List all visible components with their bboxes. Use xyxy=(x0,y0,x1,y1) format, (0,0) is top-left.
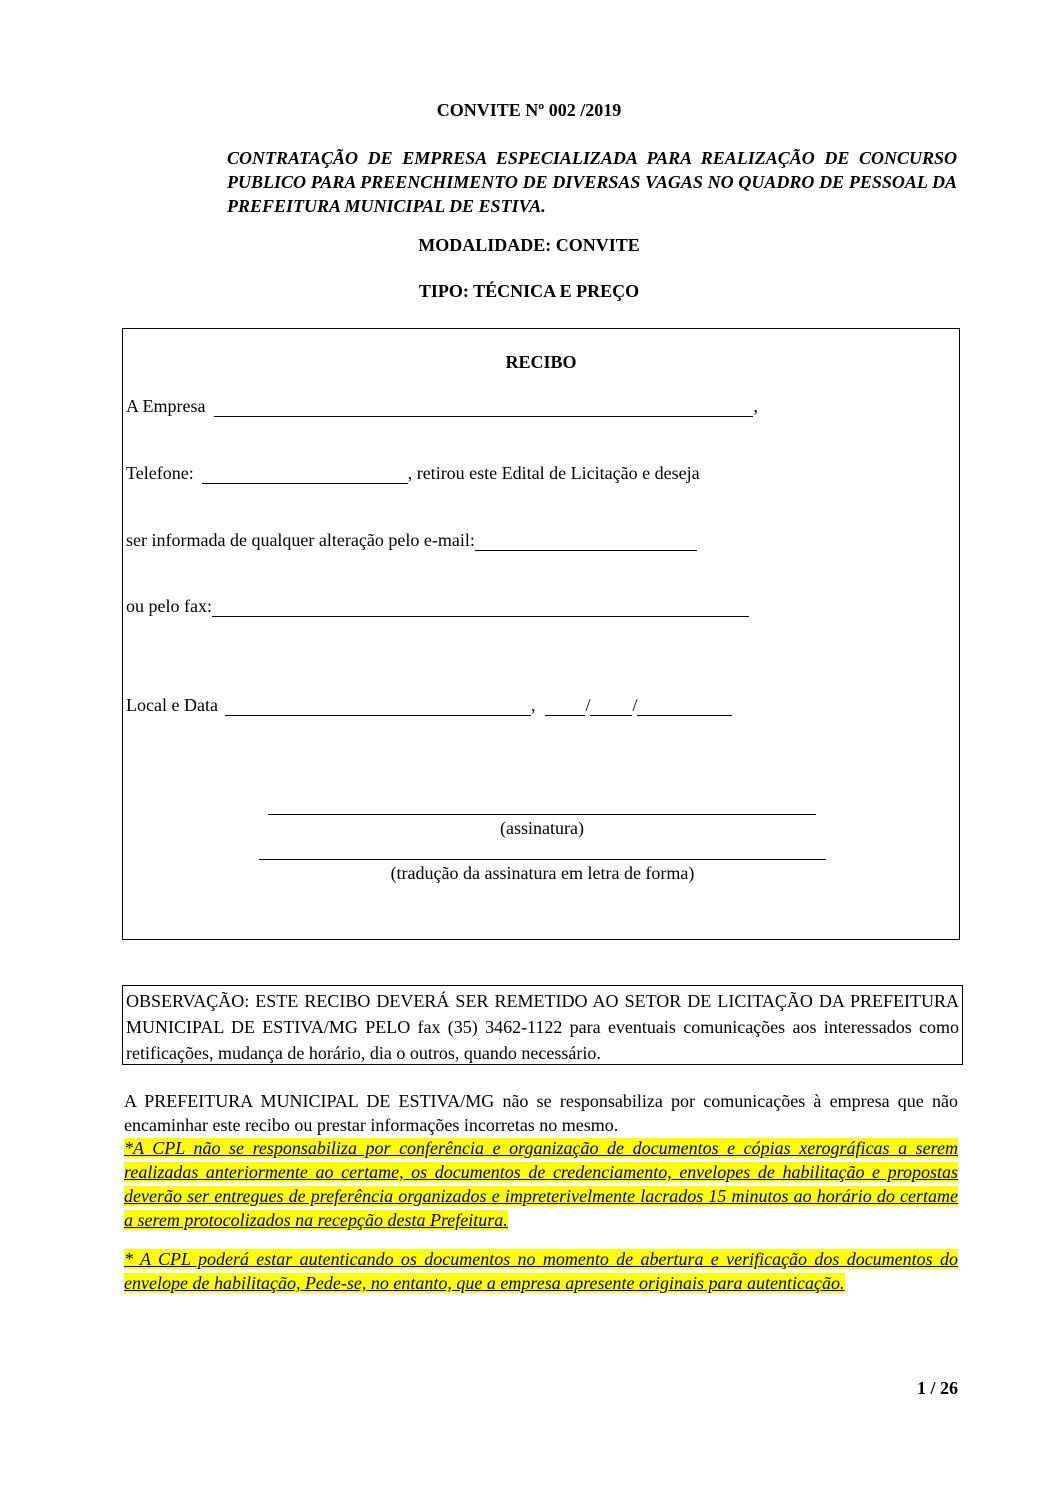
printed-name-caption: (tradução da assinatura em letra de forma) xyxy=(390,863,695,883)
fax-field[interactable] xyxy=(212,598,749,617)
local-data-row xyxy=(126,695,732,716)
document-subject: CONTRATAÇÃO DE EMPRESA ESPECIALIZADA PARA REALIZAÇÃO DE CONCURSO PUBLICO PARA PREENCHIMENTO DE DIVERSAS VAGAS NO QUADRO DE PESSOAL DA PREFEITURA MUNICIPAL DE ESTIVA. xyxy=(227,148,957,216)
telefone-label: Telefone: xyxy=(126,463,194,483)
signature-caption: (assinatura) xyxy=(500,818,584,838)
local-data-label: Local e Data xyxy=(126,695,218,715)
local-comma: , xyxy=(530,695,536,715)
telefone-field[interactable] xyxy=(202,465,408,484)
month-field[interactable] xyxy=(590,697,632,716)
nota-cpl-2 xyxy=(124,1247,958,1295)
empresa-row xyxy=(126,396,758,417)
printed-name-line[interactable] xyxy=(259,859,826,860)
email-row xyxy=(126,530,697,551)
local-field[interactable] xyxy=(225,697,531,716)
observacao-box: OBSERVAÇÃO: ESTE RECIBO DEVERÁ SER REMETIDO AO SETOR DE LICITAÇÃO DA PREFEITURA MUNICIPAL DE ESTIVA/MG PELO fax (35) 3462-1122 para eventuais comunicações aos interessados como retificações, mudança de horário, dia o outros, quando necessário. xyxy=(122,985,963,1065)
empresa-label: A Empresa xyxy=(126,396,206,416)
date-separator: / xyxy=(632,695,638,715)
email-field[interactable] xyxy=(475,532,697,551)
empresa-field[interactable] xyxy=(214,398,753,417)
year-field[interactable] xyxy=(637,697,732,716)
aviso-paragraph: A PREFEITURA MUNICIPAL DE ESTIVA/MG não se responsabiliza por comunicações à empresa que não encaminhar este recibo ou prestar informações incorretas no mesmo. xyxy=(124,1091,958,1135)
day-field[interactable] xyxy=(545,697,585,716)
document-title: CONVITE Nº 002 /2019 xyxy=(436,100,622,120)
recibo-form-box xyxy=(122,328,960,940)
nota-cpl-1 xyxy=(124,1136,958,1232)
fax-row xyxy=(126,596,749,617)
email-label: ser informada de qualquer alteração pelo e-mail: xyxy=(126,530,475,550)
nota-cpl-1-text: *A CPL não se responsabiliza por conferência e organização de documentos e cópias xerográficas a serem realizadas anteriormente ao certame, os documentos de credenciamento, envelopes de habilitação e propostas deverão ser entregues de preferência organizados e impreterivelmente lacrados 15 minutos ao horário do certame a serem protocolizados na recepção desta Prefeitura. xyxy=(124,1138,958,1230)
fax-label: ou pelo fax: xyxy=(126,596,212,616)
modalidade-heading: MODALIDADE: CONVITE xyxy=(418,235,640,255)
date-separator: / xyxy=(585,695,591,715)
telefone-row xyxy=(126,463,700,484)
recibo-title: RECIBO xyxy=(505,352,577,372)
nota-cpl-2-text: * A CPL poderá estar autenticando os documentos no momento de abertura e verificação dos documentos do envelope de habilitação, Pede-se, no entanto, que a empresa apresente originais para autenticação. xyxy=(124,1249,958,1293)
tipo-heading: TIPO: TÉCNICA E PREÇO xyxy=(418,281,640,301)
signature-line[interactable] xyxy=(268,814,816,815)
telefone-suffix: , retirou este Edital de Licitação e deseja xyxy=(407,463,700,483)
empresa-suffix: , xyxy=(753,396,758,416)
page-number: 1 / 26 xyxy=(916,1378,958,1398)
